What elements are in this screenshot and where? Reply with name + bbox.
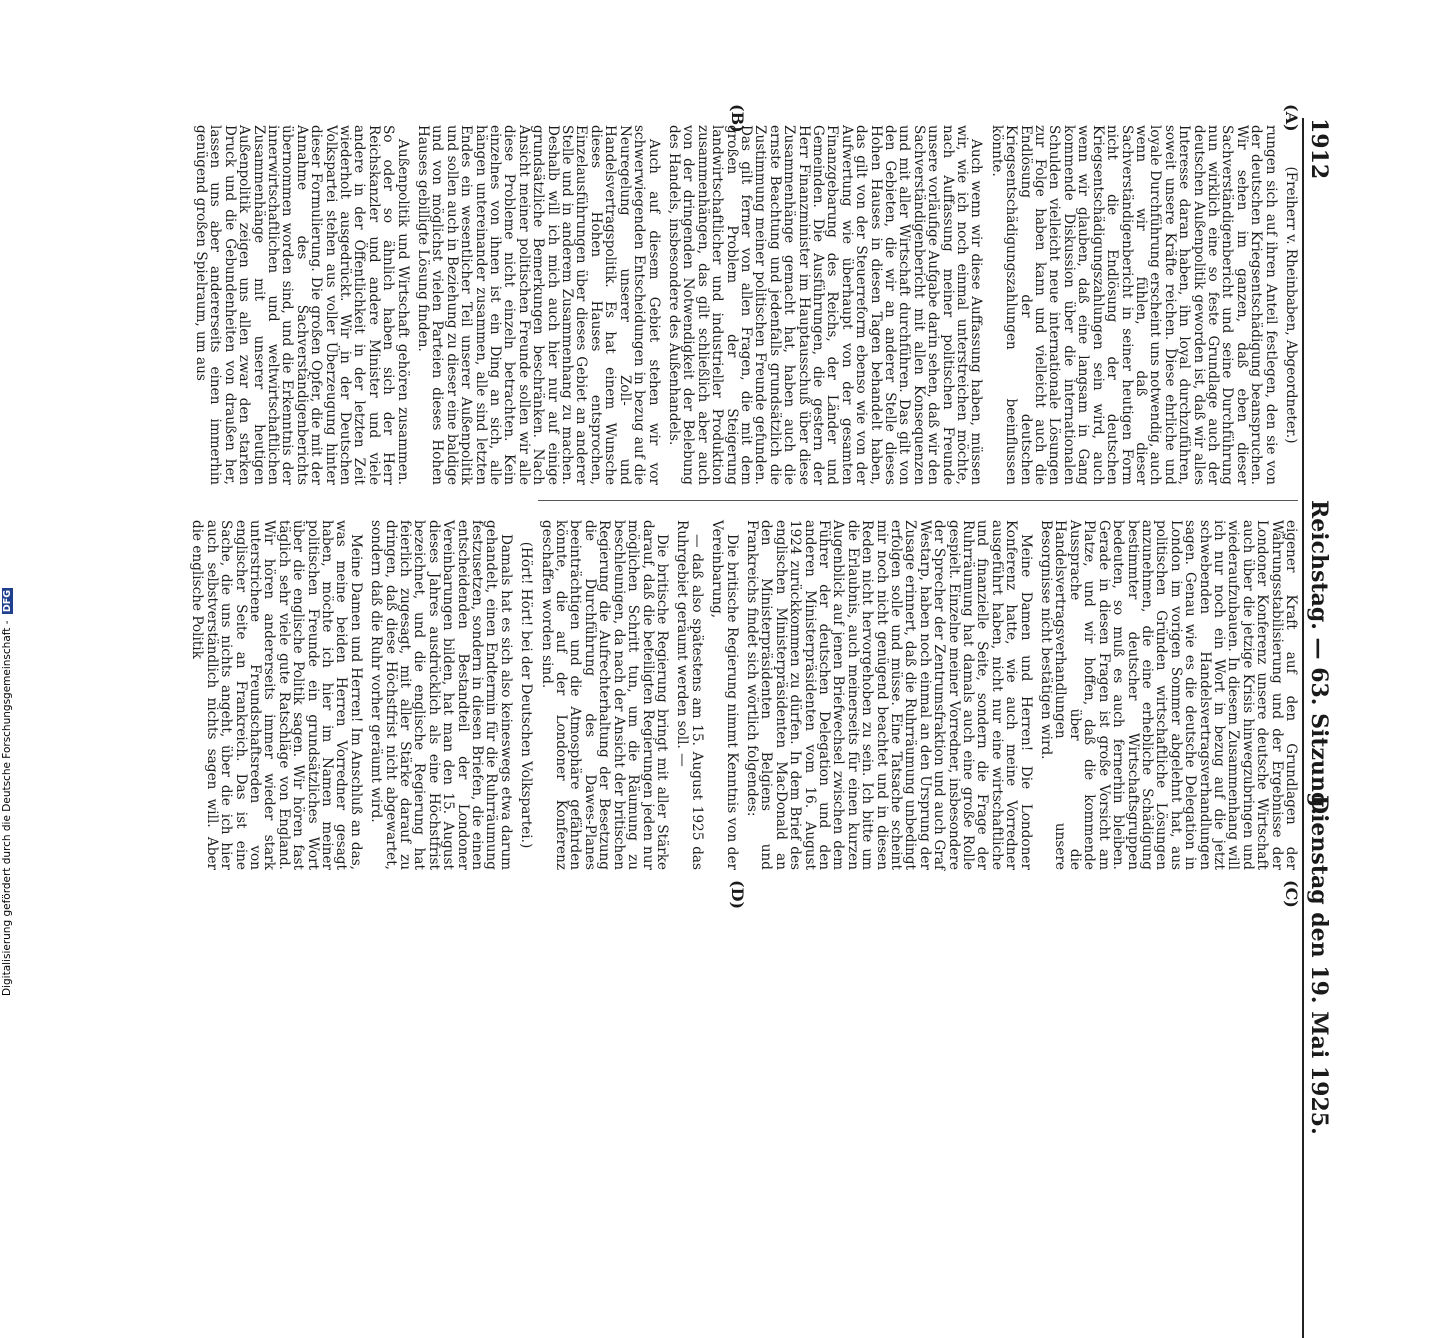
margin-mark-a: (A) (1282, 104, 1301, 132)
credit-text: Digitalisierung gefördert durch die Deutsche Forschungsgemeinschaft - (1, 620, 13, 996)
page-header (1306, 0, 1332, 1200)
margin-mark-b: (B) (728, 104, 747, 133)
rotated-newspaper-page (189, 0, 1434, 1135)
digitization-credit (1, 396, 13, 996)
paragraph: Meine Damen und Herren! Im Anschluß an das, was meine beiden Herren Vorredner gesagt haben, möchte ich hier im Namen meiner politischen Freunde ein grundsätzliches Wort über die englische Politik sagen. Wir hören fast täglich sehr viele gute Ratschläge von England. Wir hören andererseits immer wieder stark unterstrichene Freundschaftsreden von englischer Seite an Frankreich. Das ist eine Sache, die uns nichts angeht, über die ich hier auch selbstverständlich nichts sagen will. Aber die englische Politik (189, 520, 364, 870)
quotation: — daß also spätestens am 15. August 1925 das Ruhrgebiet geräumt werden soll. — (674, 520, 705, 870)
quotation: Die britische Regierung bringt mit aller Stärke darauf, daß die beteiligten Regierungen jeden nur möglichen Schritt tun, um die Räumung zu beschleunigen, da nach der Ansicht der britischen Regierung die Aufrechterhaltung der Besetzung die Durchführung des Dawes-Planes beeinträchtigen und die Atmosphäre gefährden könnte, die auf der Londoner Konferenz geschaffen worden sind. (538, 520, 670, 870)
header-rule (1302, 118, 1304, 1338)
session-date: Dienstag den 19. Mai 1925. (1306, 795, 1332, 1135)
margin-mark-c: (C) (1282, 880, 1301, 908)
left-column (188, 125, 1298, 485)
speaker-line: (Freiherr v. Rheinbaben, Abgeordneter.) (1283, 166, 1299, 444)
column-divider (538, 500, 1298, 501)
paragraph: Außenpolitik und Wirtschaft gehören zusammen. So oder so ähnlich haben sich der Herr Reichskanzler und andere Minister und viele andere in der Öffentlichkeit in der letzten Zeit wiederholt ausgedrückt. Wir in der Deutschen Volkspartei stehen aus voller Überzeugung hinter dieser Formulierung. Die großen Opfer, die mit der Annahme des Sachverständigenberichts übernommen worden sind, und die Erkenntnis der innerwirtschaftlichen und weltwirtschaftlichen Zusammenhänge mit unserer heutigen Außenpolitik zeigen uns allen zwar den starken Druck und die Gebundenheiten von draußen her, lassen uns aber andererseits einen immerhin genügend großen Spielraum, um aus (192, 125, 411, 485)
right-column (184, 520, 1298, 870)
paragraph: Meine Damen und Herren! Die Londoner Konferenz hatte, wie auch meine Vorredner ausgeführt haben, nicht nur eine wirtschaftliche und finanzielle Seite, sondern die Frage der Ruhrräumung hat damals auch eine große Rolle gespielt. Einzelne meiner Vorredner, insbesondere der Sprecher der Zentrumsfraktion und auch Graf Westarp, haben noch einmal an den Ursprung der Zusage erinnert, daß die Ruhrräumung unbedingt erfolgen solle und müsse. Eine Tatsache scheint mir noch nicht genügend beachtet und in diesen Reden nicht hervorgehoben zu sein. Ich bitte um die Erlaubnis, auch meinerseits für einen kurzen Augenblick auf jenen Briefwechsel zwischen dem Führer der deutschen Delegation und den anderen Ministerpräsidenten vom 16. August 1924 zurückkommen zu dürfen. In dem Brief des englischen Ministerpräsidenten MacDonald an den Ministerpräsidenten Belgiens und Frankreichs findet sich wörtlich folgendes: (743, 520, 1034, 870)
margin-mark-d: (D) (728, 880, 747, 910)
paragraph: Auch auf diesem Gebiet stehen wir vor schwerwiegenden Entscheidungen in bezug auf die Neuregelung unserer Zoll- und Handelsvertragspolitik. Es hat einem Wunsche dieses Hohen Hauses entsprochen, Einzelausführungen über dieses Gebiet an anderer Stelle und in anderem Zusammenhang zu machen. Deshalb will ich mich auch hier nur auf einige grundsätzliche Bemerkungen beschränken. Nach Ansicht meiner politischen Freunde sollen wir alle diese Probleme nicht einzeln betrachten. Kein einzelnes von ihnen ist ein Ding an sich, alle hängen untereinander zusammen, alle sind letzten Endes ein wesentlicher Teil unserer Außenpolitik und sollen auch in Beziehung zu dieser eine baldige und von möglichst vielen Parteien dieses Hohen Hauses gebilligte Lösung finden. (415, 125, 662, 485)
paragraph: eigener Kraft auf den Grundlagen der Währungsstabilisierung und der Ergebnisse der Londoner Konferenz unsere deutsche Wirtschaft auch über die jetzige Krisis hinwegzubringen und wiederaufzubauen. In diesem Zusammenhang will ich nur noch ein Wort in bezug auf die jetzt schwebenden Handelsvertragsverhandlungen sagen. Genau wie es die deutsche Delegation in London im vorigen Sommer abgelehnt hat, aus politischen Gründen wirtschaftliche Lösungen anzunehmen, die eine erhebliche Schädigung bestimmter deutscher Wirtschaftsgruppen bedeuten, so muß es auch fernerhin bleiben. Gerade in diesen Fragen ist große Vorsicht am Platze, und wir hoffen, daß die kommende Aussprache über die Handelsvertragsverhandlungen unsere Besorgnisse nicht bestätigen wird. (1038, 520, 1299, 870)
paragraph: rungen sich auf ihren Anteil festlegen, den sie von der deutschen Kriegsentschädigung beanspruchen. Wir sehen im ganzen, daß eben dieser Sachverständigenbericht und seine Durchführung nun wirklich eine so feste Grundlage auch der deutschen Außenpolitik geworden ist, daß wir alles Interesse daran haben, ihn loyal durchzuführen, soweit unsere Kräfte reichen. Diese ehrliche und loyale Durchführung erscheint uns notwendig, auch wenn wir fühlen, daß dieser Sachverständigenbericht in seiner heutigen Form nicht die Endlösung der deutschen Kriegsentschädigungszahlungen sein wird, auch wenn wir glauben, daß eine langsam in Gang kommende Diskussion über die internationalen Schulden vielleicht neue internationale Lösungen zur Folge haben kann und vielleicht auch die Endlösung der deutschen Kriegsentschädigungszahlungen beeinflussen könnte. (988, 125, 1279, 485)
paragraph: Auch wenn wir diese Auffassung haben, müssen wir, wie ich noch einmal unterstreichen möchte, nach Auffassung meiner politischen Freunde unsere vorläufige Aufgabe darin sehen, daß wir den Sachverständigenbericht mit allen Konsequenzen und mit aller Wirtschaft durchführen. Das gilt von den Gebieten, die wir an anderer Stelle dieses Hohen Hauses in diesen Tagen behandelt haben, das gilt von der Steuerreform ebenso wie von der Aufwertung wie überhaupt von der gesamten Finanzgebarung des Reichs, der Länder und Gemeinden. Die Ausführungen, die gestern der Herr Finanzminister im Hauptausschuß über diese Zusammenhänge gemacht hat, haben auch die ernste Beachtung und jedenfalls grundsätzlich die Zustimmung meiner politischen Freunde gefunden. Das gilt ferner von allen Fragen, die mit dem großen Problem der Steigerung landwirtschaftlicher und industrieller Produktion zusammenhängen, das gilt schließlich aber auch von der dringenden Notwendigkeit der Belebung des Handels, insbesondere des Außenhandels. (665, 125, 985, 485)
interjection: (Hört! Hört! bei der Deutschen Volkspartei.) (518, 541, 535, 849)
dfg-logo: DFG (2, 589, 13, 613)
quotation: Die britische Regierung nimmt Kenntnis von der Vereinbarung, (709, 520, 740, 870)
session-title: Reichstag. — 63. Sitzung. (1306, 500, 1332, 816)
paragraph: Damals hat es sich also keineswegs etwa darum gehandelt, einen Endtermin für die Ruhrräumung festzusetzen, sondern in diesen Briefen, die einen entscheidenden Bestandteil der Londoner Vereinbarungen bilden, hat man den 15. August dieses Jahres ausdrücklich als eine Höchstfrist bezeichnet, und die englische Regierung hat feierlich zugesagt, mit aller Stärke darauf zu dringen, daß diese Höchstfrist nicht abgewartet, sondern daß die Ruhr vorher geräumt wird. (368, 520, 514, 870)
page-number: 1912 (1306, 118, 1332, 180)
